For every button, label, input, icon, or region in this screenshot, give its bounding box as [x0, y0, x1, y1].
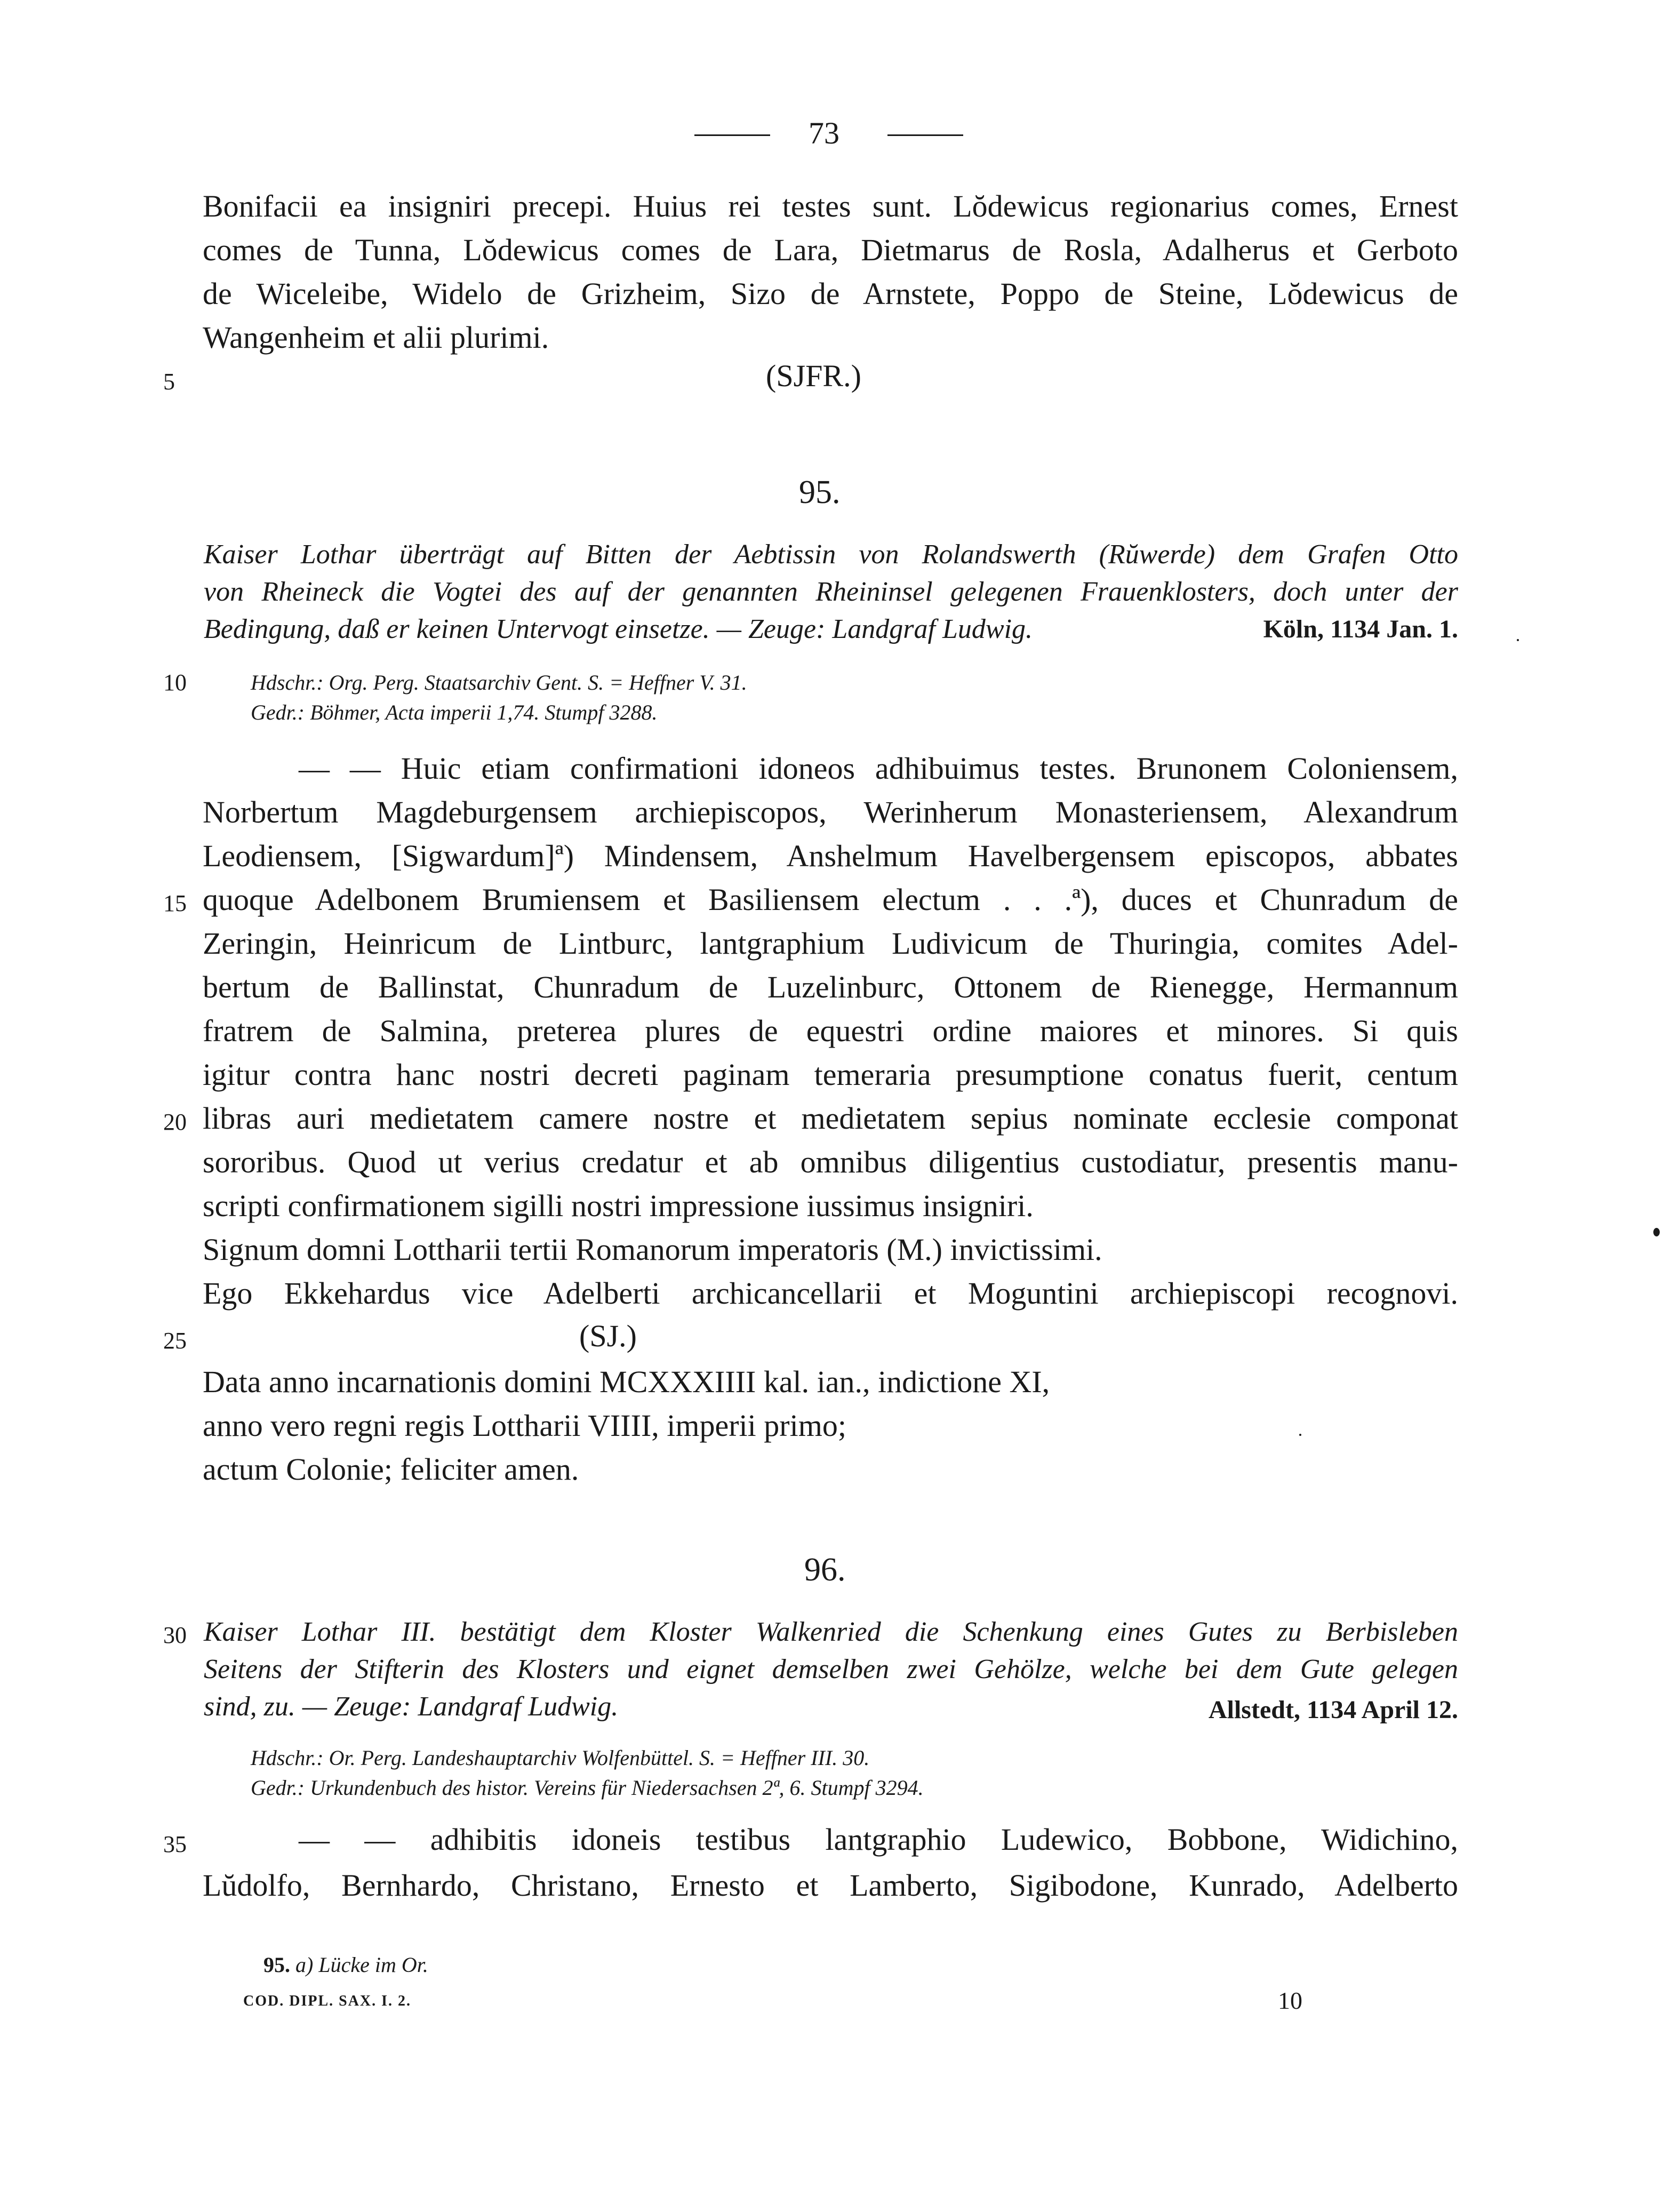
sheet-signature: COD. DIPL. SAX. I. 2. — [243, 1993, 412, 2009]
text-line: Signum domni Lottharii tertii Romanorum imperatoris (M.) invictissimi. — [203, 1232, 1102, 1267]
source-manuscript: Hdschr.: Or. Perg. Landeshauptarchiv Wolfenbüttel. S. = Heffner III. 30. — [251, 1746, 870, 1770]
text-line: libras auri medietatem camere nostre et medietatem sepius nominate ecclesie componat — [203, 1101, 1458, 1136]
document-number: 96. — [804, 1552, 846, 1588]
footnote — [263, 1952, 428, 1977]
text-line: comes de Tunna, Lŏdewicus comes de Lara, Dietmarus de Rosla, Adalherus et Gerboto — [203, 233, 1458, 267]
header-rule-right — [887, 134, 963, 136]
text-line: quoque Adelbonem Brumiensem et Basiliensem electum . . .ª), duces et Chunradum de — [203, 882, 1458, 917]
text-line: Lŭdolfo, Bernhardo, Christano, Ernesto et Lamberto, Sigibodone, Kunrado, Adelberto — [203, 1868, 1458, 1903]
header-rule-left — [694, 134, 770, 136]
scan-speck — [1517, 639, 1519, 641]
regest-line: Kaiser Lothar III. bestätigt dem Kloster Walkenried die Schenkung eines Gutes zu Berbisleben — [204, 1617, 1458, 1647]
line-number: 35 — [163, 1831, 187, 1857]
place-date: Allstedt, 1134 April 12. — [1208, 1696, 1458, 1724]
text-line: — — Huic etiam confirmationi idoneos adhibuimus testes. Brunonem Coloniensem, — [299, 751, 1458, 786]
line-number: 15 — [163, 890, 187, 916]
dating-line: Data anno incarnationis domini MCXXXIIII kal. ian., indictione XI, — [203, 1364, 1050, 1399]
line-number: 20 — [163, 1109, 187, 1135]
text-line: Norbertum Magdeburgensem archiepiscopos, Werinherum Monasteriensem, Alexandrum — [203, 795, 1458, 829]
regest-line: Kaiser Lothar überträgt auf Bitten der Aebtissin von Rolandswerth (Rŭwerde) dem Grafen Otto — [204, 539, 1458, 570]
scan-speck — [1299, 1434, 1301, 1436]
seal-mark: (SJFR.) — [766, 358, 861, 393]
text-line: Zeringin, Heinricum de Lintburc, lantgraphium Ludivicum de Thuringia, comites Adel- — [203, 926, 1458, 961]
line-number: 5 — [163, 369, 175, 395]
sheet-number: 10 — [1278, 1987, 1302, 2014]
dating-line: actum Colonie; feliciter amen. — [203, 1452, 579, 1487]
text-line: de Wiceleibe, Widelo de Grizheim, Sizo de Arnstete, Poppo de Steine, Lŏdewicus de — [203, 276, 1458, 311]
text-line: sororibus. Quod ut verius credatur et ab omnibus diligentius custodiatur, presentis manu- — [203, 1145, 1458, 1179]
document-number: 95. — [799, 474, 841, 510]
line-number: 25 — [163, 1328, 187, 1354]
source-manuscript: Hdschr.: Org. Perg. Staatsarchiv Gent. S. = Heffner V. 31. — [251, 670, 747, 694]
line-number: 10 — [163, 669, 187, 696]
text-line: Wangenheim et alii plurimi. — [203, 320, 549, 355]
text-line: Bonifacii ea insigniri precepi. Huius rei testes sunt. Lŏdewicus regionarius comes, Ernest — [203, 189, 1458, 223]
dating-line: anno vero regni regis Lottharii VIIII, imperii primo; — [203, 1408, 846, 1443]
regest-line: Bedingung, daß er keinen Untervogt einsetze. — Zeuge: Landgraf Ludwig. — [204, 614, 1033, 644]
footnote-text: a) Lücke im Or. — [295, 1953, 428, 1977]
text-line: Leodiensem, [Sigwardum]ª) Mindensem, Anshelmum Havelbergensem episcopos, abbates — [203, 839, 1458, 873]
place-date: Köln, 1134 Jan. 1. — [1263, 615, 1458, 643]
text-line: igitur contra hanc nostri decreti paginam temeraria presumptione conatus fuerit, centum — [203, 1057, 1458, 1092]
text-line: bertum de Ballinstat, Chunradum de Luzelinburc, Ottonem de Rienegge, Hermannum — [203, 970, 1458, 1004]
source-print: Gedr.: Böhmer, Acta imperii 1,74. Stumpf 3288. — [251, 700, 658, 724]
regest-line: sind, zu. — Zeuge: Landgraf Ludwig. — [204, 1691, 619, 1722]
regest-line: Seitens der Stifterin des Klosters und eignet demselben zwei Gehölze, welche bei dem Gute gelegen — [204, 1654, 1458, 1684]
source-print: Gedr.: Urkundenbuch des histor. Vereins für Niedersachsen 2ª, 6. Stumpf 3294. — [251, 1776, 924, 1800]
scan-speck — [1653, 1228, 1660, 1236]
footnote-ref: 95. — [263, 1953, 290, 1977]
text-line: fratrem de Salmina, preterea plures de equestri ordine maiores et minores. Si quis — [203, 1013, 1458, 1048]
regest-line: von Rheineck die Vogtei des auf der genannten Rheininsel gelegenen Frauenklosters, doch unter der — [204, 577, 1458, 607]
text-line: Ego Ekkehardus vice Adelberti archicancellarii et Moguntini archiepiscopi recognovi. — [203, 1276, 1458, 1311]
text-line: — — adhibitis idoneis testibus lantgraphio Ludewico, Bobbone, Widichino, — [299, 1822, 1458, 1857]
seal-mark: (SJ.) — [579, 1319, 637, 1353]
page-number: 73 — [809, 116, 839, 150]
text-line: scripti confirmationem sigilli nostri impressione iussimus insigniri. — [203, 1188, 1034, 1223]
line-number: 30 — [163, 1622, 187, 1648]
